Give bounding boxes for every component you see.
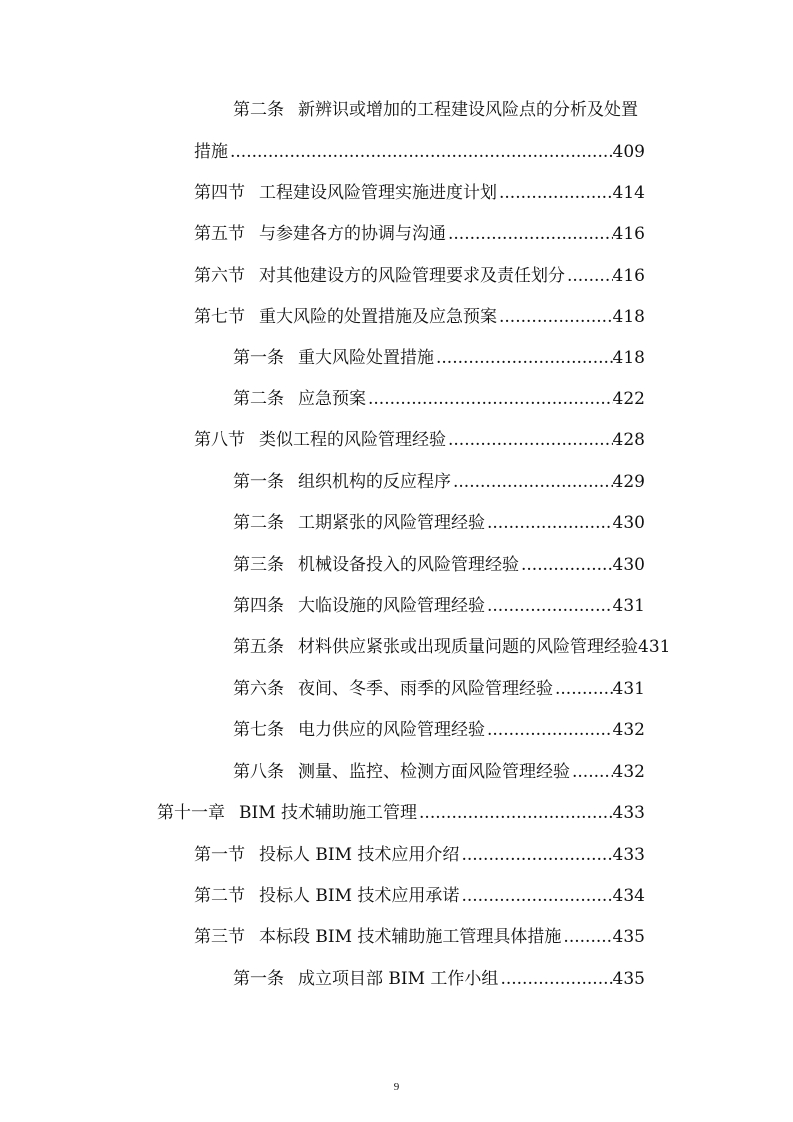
toc-entry-number: 第五节 — [194, 224, 245, 244]
toc-leader-dots — [448, 425, 613, 455]
toc-entry-continuation[interactable] — [194, 137, 645, 167]
toc-leader-dots — [419, 798, 613, 828]
toc-entry-title: 成立项目部 BIM 工作小组 — [298, 969, 499, 989]
toc-leader-dots — [436, 343, 613, 373]
toc-entry-page: 433 — [612, 803, 645, 823]
toc-entry-section[interactable] — [194, 219, 645, 249]
toc-leader-dots — [461, 881, 612, 911]
toc-entry-title: 与参建各方的协调与沟通 — [259, 224, 446, 244]
toc-entry-section[interactable] — [194, 261, 645, 291]
toc-entry-article[interactable] — [233, 508, 645, 538]
toc-entry-page: 431 — [638, 637, 671, 657]
toc-leader-dots — [521, 550, 613, 580]
toc-entry-title: 对其他建设方的风险管理要求及责任划分 — [259, 266, 565, 286]
toc-entry-section[interactable] — [194, 881, 645, 911]
toc-entry-title: 大临设施的风险管理经验 — [298, 596, 485, 616]
toc-entry-section[interactable] — [194, 922, 645, 952]
toc-entry-section[interactable] — [194, 840, 645, 870]
toc-leader-dots — [453, 467, 613, 497]
toc-entry-number: 第二节 — [194, 886, 245, 906]
toc-entry-number: 第二条 — [233, 100, 284, 120]
toc-entry-title: 机械设备投入的风险管理经验 — [298, 555, 519, 575]
toc-entry-title: 夜间、冬季、雨季的风险管理经验 — [298, 679, 553, 699]
toc-entry-title: 投标人 BIM 技术应用介绍 — [259, 845, 460, 865]
toc-entry-page: 435 — [612, 969, 645, 989]
toc-entry-number: 第七条 — [233, 720, 284, 740]
toc-leader-dots — [461, 840, 612, 870]
toc-entry-number: 第七节 — [194, 307, 245, 327]
toc-entry-page: 433 — [612, 845, 645, 865]
toc-entry-title: 投标人 BIM 技术应用承诺 — [259, 886, 460, 906]
toc-entry-title: 组织机构的反应程序 — [298, 472, 451, 492]
toc-entry-page: 416 — [612, 266, 645, 286]
toc-entry-page: 432 — [612, 720, 645, 740]
toc-leader-dots — [500, 964, 612, 994]
page-number: 9 — [393, 1081, 400, 1093]
toc-entry-section[interactable] — [194, 178, 645, 208]
toc-entry-title: 重大风险的处置措施及应急预案 — [259, 307, 497, 327]
toc-entry-title: 材料供应紧张或出现质量问题的风险管理经验 — [298, 637, 638, 657]
toc-leader-dots — [487, 508, 613, 538]
toc-entry-number: 第三条 — [233, 555, 284, 575]
toc-entry-page: 431 — [612, 596, 645, 616]
toc-entry-page: 429 — [612, 472, 645, 492]
toc-entry-title: 工期紧张的风险管理经验 — [298, 513, 485, 533]
toc-leader-dots — [487, 715, 613, 745]
toc-entry-page: 434 — [612, 886, 645, 906]
toc-entry-title: 重大风险处置措施 — [298, 348, 434, 368]
toc-entry-page: 418 — [612, 307, 645, 327]
toc-entry-article[interactable] — [233, 964, 645, 994]
toc-leader-dots — [555, 674, 613, 704]
toc-entry-page: 428 — [612, 430, 645, 450]
toc-entry-page: 422 — [612, 389, 645, 409]
toc-entry-number: 第五条 — [233, 637, 284, 657]
toc-entry-page: 431 — [612, 679, 645, 699]
toc-entry-page: 430 — [612, 555, 645, 575]
toc-entry-page: 418 — [612, 348, 645, 368]
toc-leader-dots — [499, 302, 613, 332]
toc-entry-article[interactable] — [233, 343, 645, 373]
toc-entry-number: 第四条 — [233, 596, 284, 616]
toc-entry-title: 本标段 BIM 技术辅助施工管理具体措施 — [259, 927, 562, 947]
toc-entry-number: 第八节 — [194, 430, 245, 450]
toc-entry-section[interactable] — [194, 425, 645, 455]
toc-leader-dots — [499, 178, 613, 208]
toc-entry-article[interactable] — [233, 467, 645, 497]
toc-leader-dots — [487, 591, 613, 621]
toc-entry-article[interactable] — [233, 591, 645, 621]
toc-entry-number: 第十一章 — [157, 803, 225, 823]
toc-entry-number: 第二条 — [233, 513, 284, 533]
toc-entry-title: 新辨识或增加的工程建设风险点的分析及处置 — [298, 100, 638, 120]
toc-entry-section[interactable] — [194, 302, 645, 332]
toc-entry-title: 应急预案 — [298, 389, 366, 409]
toc-leader-dots — [368, 384, 613, 414]
toc-entry-title: 电力供应的风险管理经验 — [298, 720, 485, 740]
toc-entry-article[interactable] — [233, 95, 638, 125]
toc-leader-dots — [567, 261, 613, 291]
toc-entry-number: 第四节 — [194, 183, 245, 203]
toc-entry-number: 第八条 — [233, 762, 284, 782]
toc-entry-chapter[interactable] — [157, 798, 645, 828]
toc-entry-number: 第三节 — [194, 927, 245, 947]
toc-entry-title: 工程建设风险管理实施进度计划 — [259, 183, 497, 203]
toc-entry-title: 测量、监控、检测方面风险管理经验 — [298, 762, 570, 782]
toc-entry-title: 类似工程的风险管理经验 — [259, 430, 446, 450]
toc-leader-dots — [572, 757, 613, 787]
toc-entry-title: BIM 技术辅助施工管理 — [239, 803, 418, 823]
toc-leader-dots — [563, 922, 612, 952]
toc-entry-number: 第一条 — [233, 472, 284, 492]
toc-entry-page: 414 — [612, 183, 645, 203]
toc-entry-number: 第六条 — [233, 679, 284, 699]
toc-entry-number: 第二条 — [233, 389, 284, 409]
toc-entry-article[interactable] — [233, 757, 645, 787]
toc-leader-dots — [448, 219, 613, 249]
toc-entry-article[interactable] — [233, 550, 645, 580]
toc-entry-article[interactable] — [233, 384, 645, 414]
toc-entry-page: 416 — [612, 224, 645, 244]
toc-entry-page: 430 — [612, 513, 645, 533]
toc-entry-number: 第一节 — [194, 845, 245, 865]
toc-entry-number: 第一条 — [233, 348, 284, 368]
toc-entry-article[interactable] — [233, 715, 645, 745]
toc-entry-number: 第一条 — [233, 969, 284, 989]
toc-entry-title: 措施 — [194, 142, 228, 162]
toc-entry-page: 432 — [612, 762, 645, 782]
toc-leader-dots — [230, 137, 613, 167]
toc-entry-page: 409 — [612, 142, 645, 162]
toc-entry-article[interactable] — [233, 632, 697, 662]
toc-entry-page: 435 — [612, 927, 645, 947]
toc-entry-article[interactable] — [233, 674, 645, 704]
toc-entry-number: 第六节 — [194, 266, 245, 286]
